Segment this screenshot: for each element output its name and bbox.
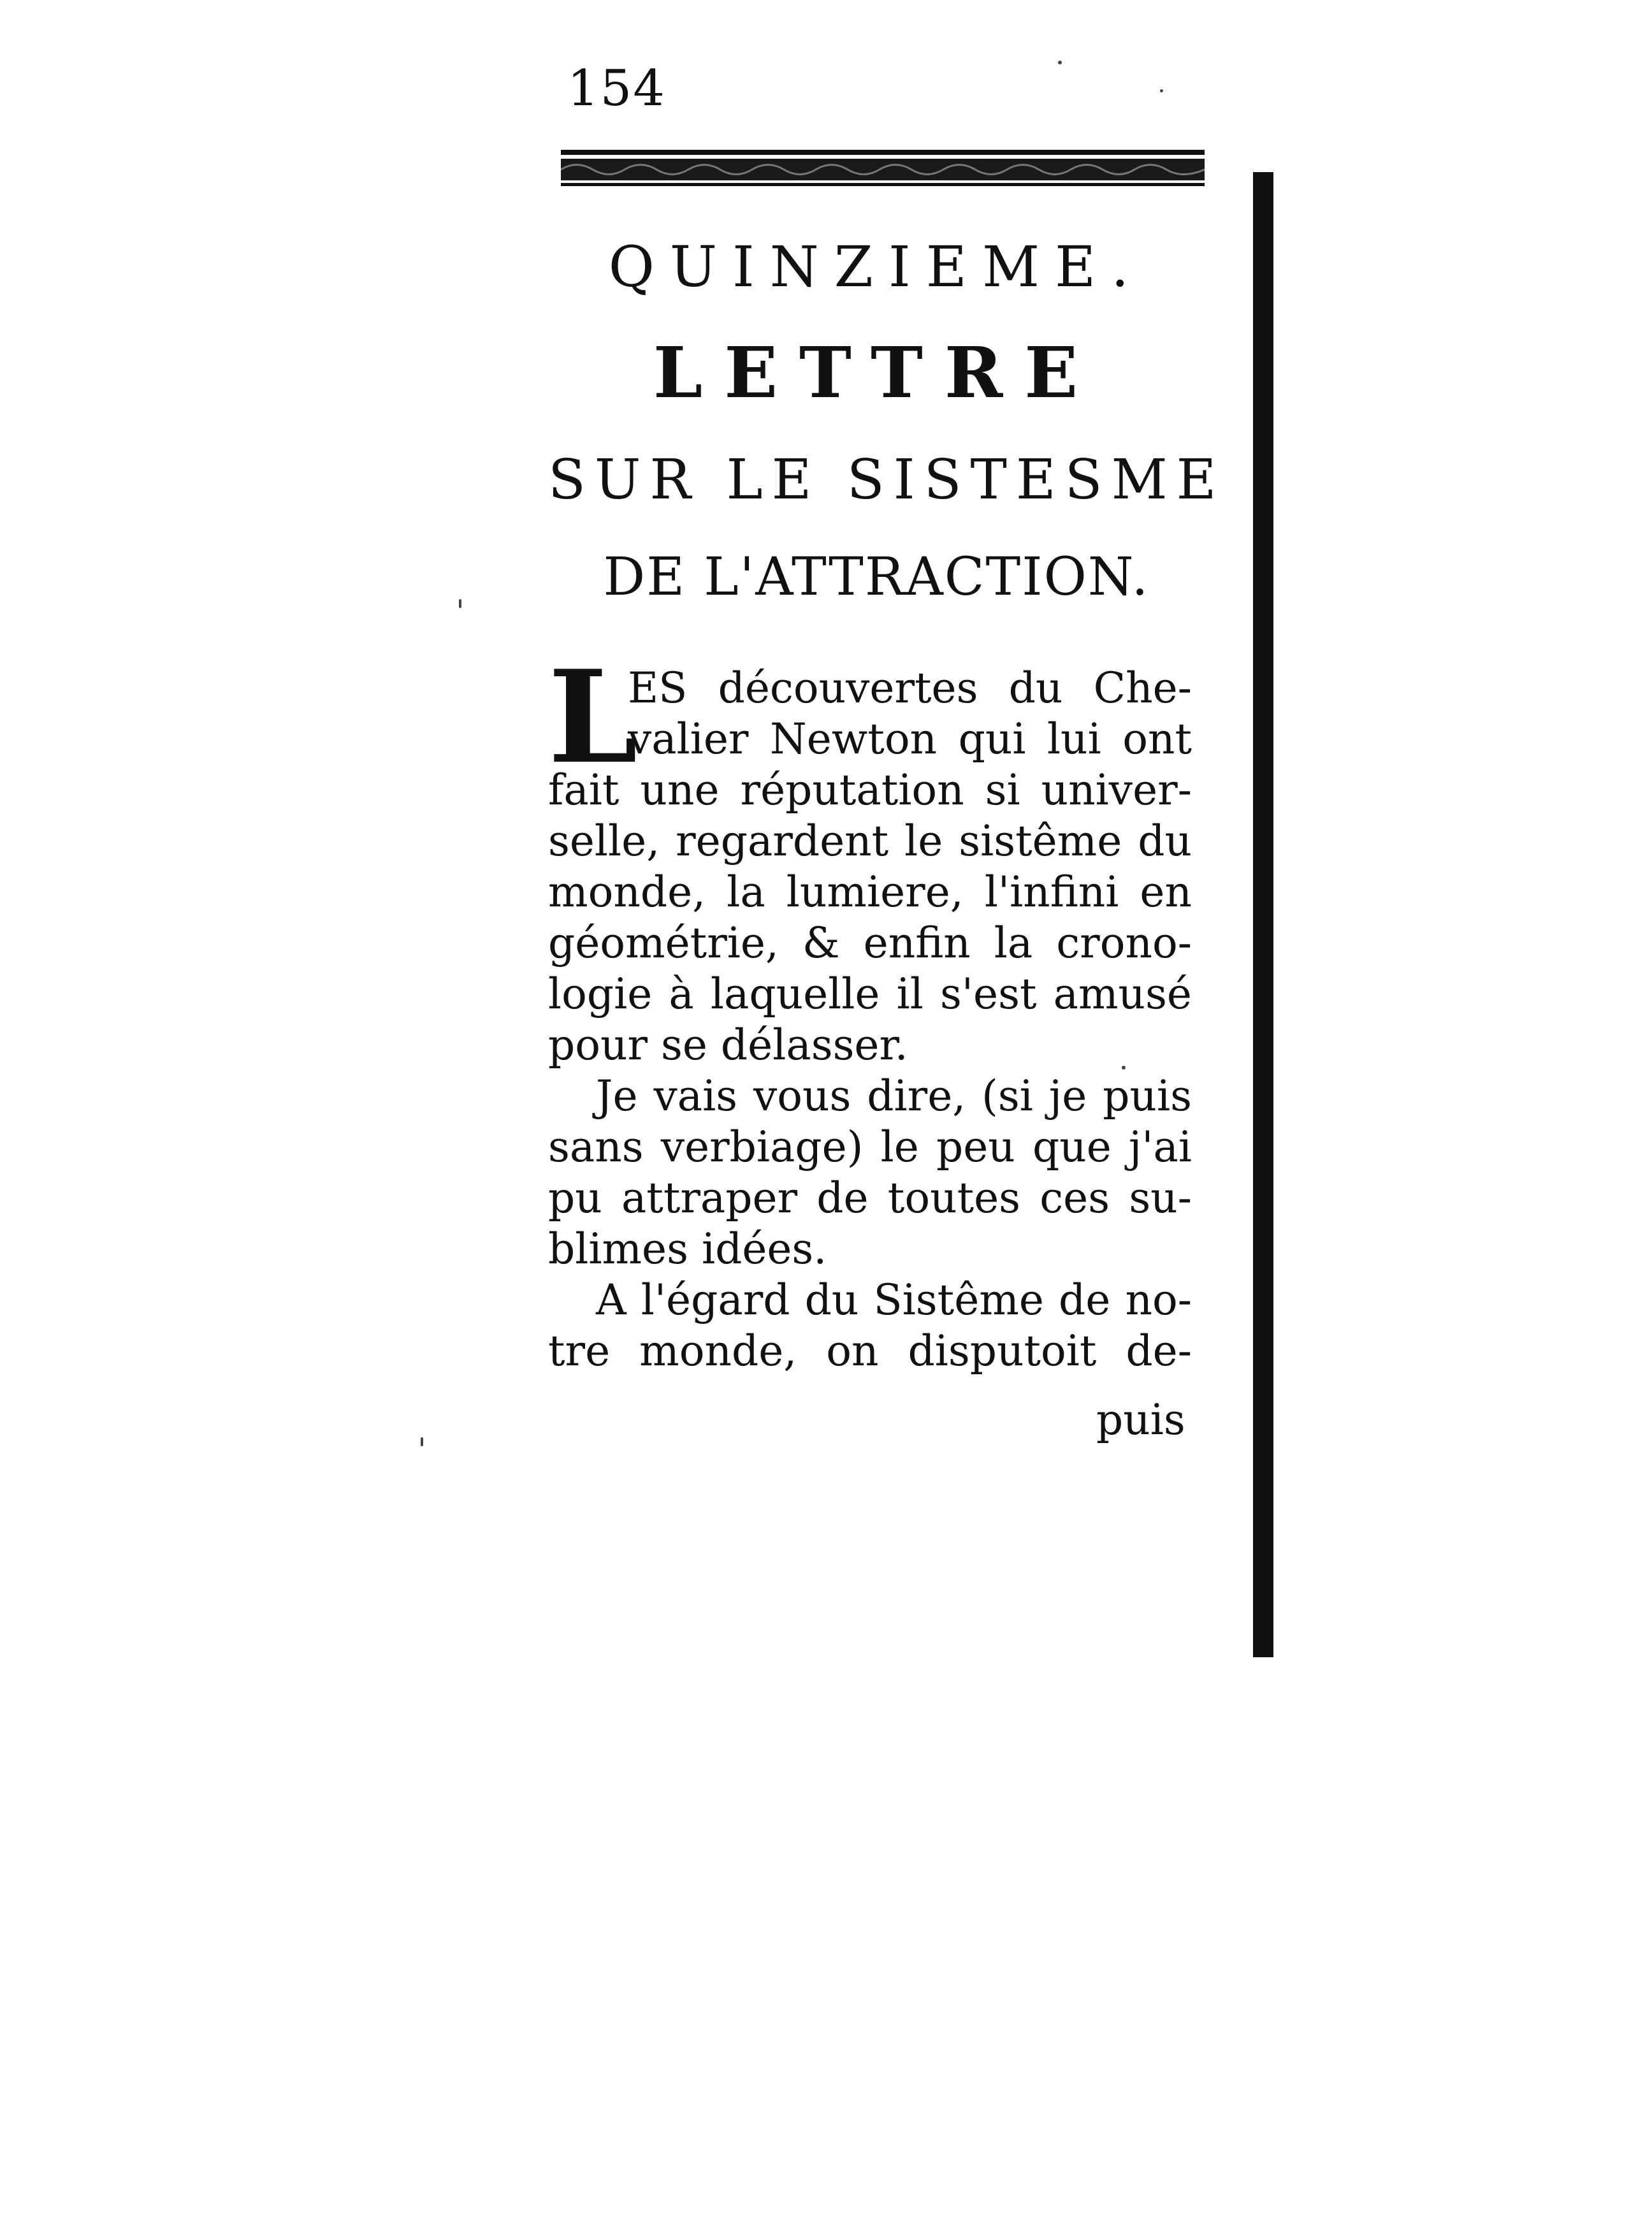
letter-title-heading: LETTRE [653, 331, 1100, 414]
paper-speck [459, 599, 461, 608]
drop-cap: L [548, 642, 638, 792]
text-line: tre monde, on disputoit de- [548, 1326, 1192, 1376]
paragraph [548, 1071, 1192, 1275]
header-ornament-rule [561, 150, 1205, 188]
text-line: Je vais vous dire, (si je puis [596, 1071, 1192, 1121]
text-line: ES découvertes du Che- [628, 664, 1192, 713]
text-line: monde, la lumiere, l'infini en [548, 868, 1192, 917]
paper-speck [421, 1437, 423, 1446]
text-line: sans verbiage) le peu que j'ai [548, 1122, 1192, 1172]
letter-ordinal-heading: QUINZIEME. [608, 234, 1145, 300]
text-line: blimes idées. [548, 1224, 827, 1274]
letter-subject-heading: SUR LE SISTESME [548, 448, 1226, 512]
page-number: 154 [567, 60, 666, 117]
catchword: puis [1096, 1395, 1185, 1444]
text-line: A l'égard du Sistême de no- [596, 1275, 1192, 1325]
page-edge-shadow [1253, 172, 1273, 1657]
text-line: valier Newton qui lui ont [628, 715, 1192, 764]
letter-body [548, 642, 1192, 1377]
text-line: pu attraper de toutes ces su- [548, 1173, 1192, 1223]
paper-speck [1058, 61, 1062, 64]
letter-subject-heading-continued: DE L'ATTRACTION. [603, 547, 1150, 607]
paper-speck [1160, 89, 1163, 92]
text-line: pour se délasser. [548, 1020, 908, 1070]
paragraph [548, 1275, 1192, 1377]
text-line: selle, regardent le sistême du [548, 817, 1192, 866]
paragraph [548, 642, 1192, 1071]
text-line: logie à laquelle il s'est amusé [548, 969, 1192, 1019]
text-line: fait une réputation si univer- [548, 766, 1192, 815]
text-line: géométrie, & enfin la crono- [548, 918, 1192, 968]
